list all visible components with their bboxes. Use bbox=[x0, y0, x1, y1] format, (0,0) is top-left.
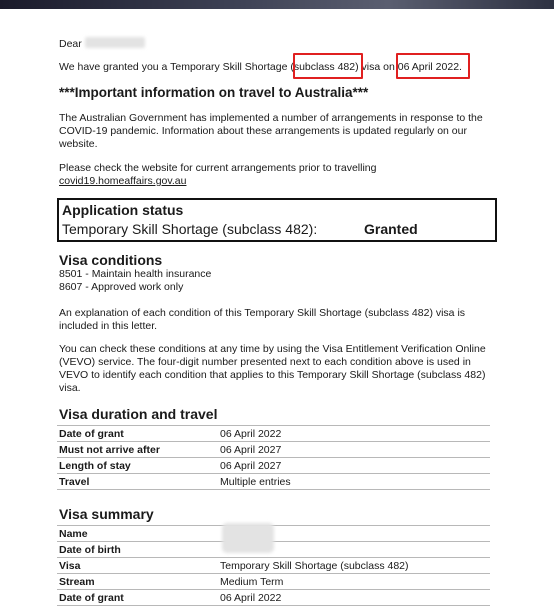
table-row bbox=[57, 458, 490, 474]
row-label: Length of stay bbox=[57, 458, 218, 474]
important-heading: ***Important information on travel to Australia*** bbox=[59, 85, 369, 100]
date-highlight-box bbox=[396, 53, 470, 79]
row-label: Date of birth bbox=[57, 542, 218, 558]
vevo-line: You can check these conditions at any time by using the Visa Entitlement Verification Online bbox=[59, 343, 486, 355]
explanation-line: included in this letter. bbox=[59, 320, 158, 332]
conditions-list bbox=[59, 268, 211, 294]
row-value: 06 April 2022 bbox=[218, 590, 490, 606]
vevo-paragraph bbox=[59, 343, 486, 395]
redacted-personal-details bbox=[222, 523, 274, 553]
row-value: 06 April 2022 bbox=[218, 426, 490, 442]
covid-line: The Australian Government has implemented a number of arrangements in response to the bbox=[59, 112, 483, 124]
visa-conditions-heading: Visa conditions bbox=[59, 252, 163, 268]
salutation bbox=[59, 37, 145, 51]
row-label: Travel bbox=[57, 474, 218, 490]
covid-website-link[interactable]: covid19.homeaffairs.gov.au bbox=[59, 175, 187, 187]
row-label: Visa bbox=[57, 558, 218, 574]
grant-sentence-pre: We have granted you a Temporary Skill Shortage bbox=[59, 61, 288, 73]
table-row bbox=[57, 442, 490, 458]
row-label: Must not arrive after bbox=[57, 442, 218, 458]
row-value: Temporary Skill Shortage (subclass 482) bbox=[218, 558, 490, 574]
row-label: Date of grant bbox=[57, 590, 218, 606]
row-label: Date of grant bbox=[57, 426, 218, 442]
grant-sentence-mid: visa on bbox=[361, 61, 395, 73]
grant-subclass: (subclass 482) bbox=[290, 61, 359, 73]
check-website-text: Please check the website for current arrangements prior to travelling bbox=[59, 162, 377, 174]
application-status-box bbox=[57, 198, 497, 242]
condition-item: 8501 - Maintain health insurance bbox=[59, 268, 212, 280]
row-value: 06 April 2027 bbox=[218, 458, 490, 474]
vevo-line: visa. bbox=[59, 382, 81, 394]
redacted-name bbox=[85, 37, 145, 48]
duration-heading: Visa duration and travel bbox=[59, 406, 218, 422]
subclass-highlight-box bbox=[293, 53, 363, 79]
grant-sentence-end: . bbox=[459, 61, 462, 73]
row-label: Name bbox=[57, 526, 218, 542]
covid-line: website. bbox=[59, 138, 98, 150]
window-top-bar bbox=[0, 0, 554, 9]
table-row bbox=[57, 426, 490, 442]
table-row bbox=[57, 590, 490, 606]
covid-line: COVID-19 pandemic. Information about these arrangements is updated regularly on our bbox=[59, 125, 467, 137]
application-status-heading: Application status bbox=[62, 202, 184, 218]
grant-date: 06 April 2022 bbox=[397, 61, 460, 73]
row-value: 06 April 2027 bbox=[218, 442, 490, 458]
vevo-line: (VEVO) service. The four-digit number presented next to each condition above is used in bbox=[59, 356, 471, 368]
vevo-line: VEVO to identify each condition that applies to this Temporary Skill Shortage (subclass 482) bbox=[59, 369, 486, 381]
table-row bbox=[57, 558, 490, 574]
application-status-value: Granted bbox=[364, 221, 418, 237]
row-label: Stream bbox=[57, 574, 218, 590]
row-value: Multiple entries bbox=[218, 474, 490, 490]
table-row bbox=[57, 474, 490, 490]
explanation-line: An explanation of each condition of this Temporary Skill Shortage (subclass 482) visa is bbox=[59, 307, 466, 319]
salutation-text: Dear bbox=[59, 38, 82, 50]
duration-table bbox=[57, 425, 490, 490]
condition-item: 8607 - Approved work only bbox=[59, 281, 184, 293]
table-row bbox=[57, 574, 490, 590]
application-status-visa: Temporary Skill Shortage (subclass 482): bbox=[62, 221, 318, 237]
row-value: Medium Term bbox=[218, 574, 490, 590]
covid-paragraph bbox=[59, 112, 483, 151]
conditions-explanation bbox=[59, 307, 465, 333]
summary-heading: Visa summary bbox=[59, 506, 154, 522]
